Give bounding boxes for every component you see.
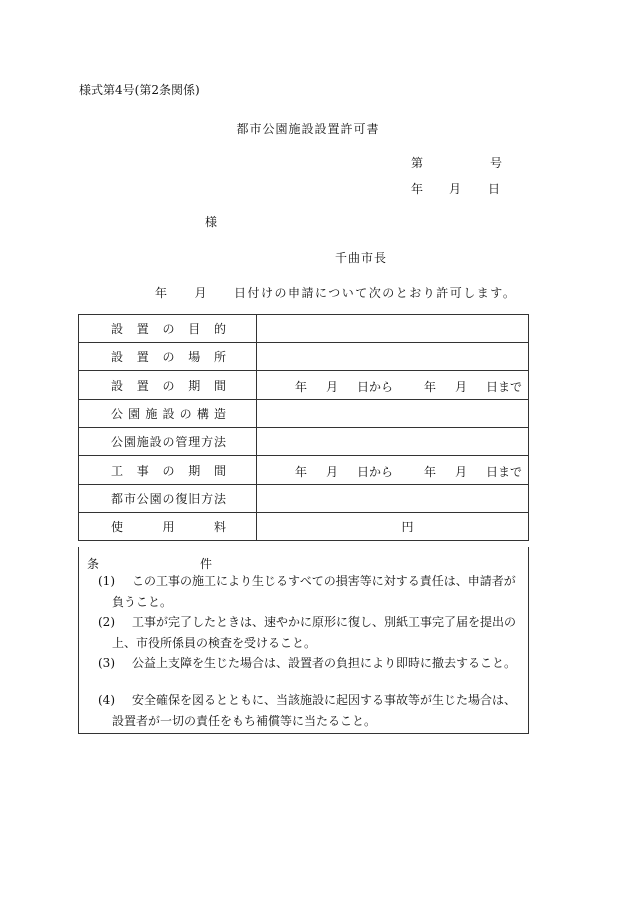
table-row — [79, 428, 529, 456]
form-id: 様式第4号(第2条関係) — [79, 83, 200, 97]
table-row — [79, 456, 529, 485]
row-label: 公園施設の構造 — [79, 400, 257, 428]
table-row — [79, 400, 529, 428]
management-method-value — [257, 428, 529, 456]
row-label: 設置の場所 — [79, 343, 257, 371]
table-row — [79, 315, 529, 343]
condition-item: (4) 安全確保を図るとともに、当該施設に起因する事故等が生じた場合は、設置者が一切の責任をもち補償等に当たること。 — [98, 693, 517, 728]
issuer: 千曲市長 — [335, 251, 388, 265]
row-label: 使用料 — [79, 513, 257, 541]
intro-month: 月 — [194, 286, 209, 300]
row-label: 工事の期間 — [79, 456, 257, 485]
issue-date-line — [411, 180, 501, 197]
row-label: 設置の目的 — [79, 315, 257, 343]
table-row — [79, 371, 529, 400]
number-suffix: 号 — [490, 156, 503, 170]
installation-period-value: 年 月 日から 年 月 日まで — [257, 371, 529, 400]
row-label: 都市公園の復旧方法 — [79, 485, 257, 513]
location-value — [257, 343, 529, 371]
purpose-value — [257, 315, 529, 343]
conditions-heading: 条 件 — [87, 557, 213, 571]
construction-period-value: 年 月 日から 年 月 日まで — [257, 456, 529, 485]
number-prefix: 第 — [411, 156, 424, 170]
addressee: 様 — [205, 215, 218, 229]
date-year: 年 — [411, 182, 424, 196]
row-label: 公園施設の管理方法 — [79, 428, 257, 456]
condition-item: (2) 工事が完了したときは、速やかに原形に復し、別紙工事完了届を提出の上、市役所係員の検査を受けること。 — [98, 615, 517, 650]
date-month: 月 — [449, 182, 462, 196]
conditions-box — [78, 547, 529, 734]
table-row — [79, 513, 529, 541]
table-row — [79, 485, 529, 513]
intro-text: 日付けの申請について次のとおり許可します。 — [234, 286, 517, 300]
intro-year: 年 — [155, 286, 169, 300]
intro-sentence — [155, 284, 516, 301]
document-title: 都市公園施設設置許可書 — [236, 122, 380, 136]
permit-details-table — [78, 314, 529, 541]
usage-fee-value: 円 — [257, 513, 529, 541]
date-day: 日 — [488, 182, 501, 196]
restoration-method-value — [257, 485, 529, 513]
permit-number-line — [411, 154, 503, 171]
condition-item: (3) 公益上支障を生じた場合は、設置者の負担により即時に撤去すること。 — [98, 656, 517, 670]
table-row — [79, 343, 529, 371]
condition-item: (1) この工事の施工により生じるすべての損害等に対する責任は、申請者が負うこと。 — [98, 574, 516, 609]
row-label: 設置の期間 — [79, 371, 257, 400]
structure-value — [257, 400, 529, 428]
